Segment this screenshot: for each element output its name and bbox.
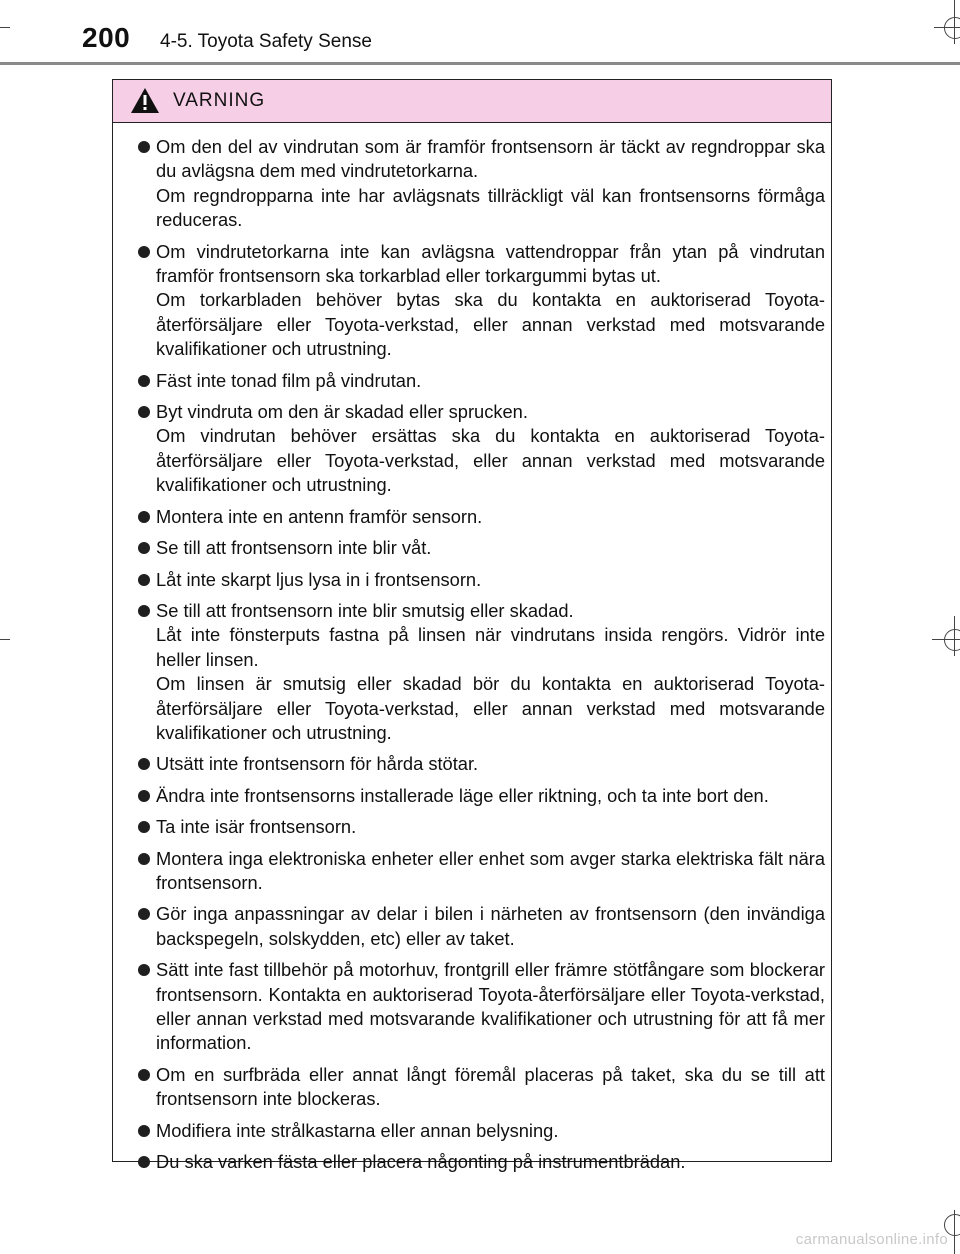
bullet-icon (138, 406, 150, 418)
warning-item (113, 400, 825, 498)
warning-item-text: Om linsen är smutsig eller skadad bör du kontakta en auktoriserad Toyota-återförsäljare eller Toyota-verkstad, eller annan verkstad med motsvarande kvalifikationer och utrustning. (156, 673, 825, 743)
warning-triangle-icon (130, 87, 160, 119)
footer-watermark: carmanualsonline.info (795, 1231, 948, 1248)
bullet-icon (138, 1069, 150, 1081)
bullet-icon (138, 375, 150, 387)
bullet-icon (138, 1156, 150, 1168)
warning-item (113, 369, 825, 393)
warning-label: VARNING (173, 90, 266, 111)
warning-item (113, 847, 825, 896)
bullet-icon (138, 964, 150, 976)
warning-list (113, 123, 831, 1174)
bullet-icon (138, 542, 150, 554)
warning-item (113, 958, 825, 1056)
bullet-icon (138, 246, 150, 258)
header-divider (0, 62, 960, 65)
warning-item-text: Om vindrutan behöver ersättas ska du kontakta en auktoriserad Toyota-återförsäljare eller Toyota-verkstad, eller annan verkstad med motsvarande kvalifikationer och utrustning. (156, 425, 825, 496)
warning-item (113, 240, 825, 362)
warning-item-text: Om en surfbräda eller annat långt föremål placeras på taket, ska du se till att frontsensorn inte blockeras. (156, 1063, 825, 1110)
bullet-icon (138, 141, 150, 153)
warning-item-text: Modifiera inte strålkastarna eller annan belysning. (156, 1119, 559, 1141)
warning-item-text: Ändra inte frontsensorns installerade läge eller riktning, och ta inte bort den. (156, 784, 769, 806)
warning-item (113, 1063, 825, 1112)
warning-item-text: Utsätt inte frontsensorn för hårda stötar. (156, 753, 479, 775)
warning-item-text: Se till att frontsensorn inte blir våt. (156, 537, 432, 559)
warning-item-text: Om vindrutetorkarna inte kan avlägsna vattendroppar från ytan på vindrutan framför frontsensorn ska torkarblad eller torkargummi bytas ut. (156, 240, 825, 287)
crop-mark-left-mid (0, 639, 10, 640)
warning-item-text: Om torkarbladen behöver bytas ska du kontakta en auktoriserad Toyota-återförsäljare eller Toyota-verkstad, eller annan verkstad med motsvarande kvalifikationer och utrustning. (156, 289, 825, 360)
warning-item (113, 784, 825, 808)
bullet-icon (138, 511, 150, 523)
warning-item (113, 536, 825, 560)
bullet-icon (138, 821, 150, 833)
warning-item (113, 752, 825, 776)
crop-mark-left-top (0, 27, 10, 28)
warning-item-text: Om regndropparna inte har avlägsnats tillräckligt väl kan frontsensorns förmåga reduceras. (156, 184, 825, 231)
warning-item-text: Byt vindruta om den är skadad eller sprucken. (156, 401, 528, 423)
page-number: 200 (82, 22, 131, 53)
warning-item-text: Se till att frontsensorn inte blir smutsig eller skadad. (156, 599, 574, 621)
bullet-icon (138, 908, 150, 920)
warning-box (112, 79, 832, 1173)
warning-item (113, 599, 825, 745)
warning-item (113, 505, 825, 529)
warning-item-text: Du ska varken fästa eller placera någonting på instrumentbrädan. (156, 1151, 686, 1173)
warning-header (113, 80, 831, 123)
bullet-icon (138, 605, 150, 617)
warning-item (113, 568, 825, 592)
warning-item-text: Låt inte skarpt ljus lysa in i frontsensorn. (156, 568, 482, 590)
bullet-icon (138, 853, 150, 865)
warning-item-text: Montera inga elektroniska enheter eller enhet som avger starka elektriska fält nära frontsensorn. (156, 847, 825, 893)
warning-item-text: Sätt inte fast tillbehör på motorhuv, frontgrill eller främre stötfångare som blockerar frontsensorn. Kontakta en auktoriserad Toyota-återförsäljare eller Toyota-verkstad, eller annan verkstad med motsvarande kvalifikationer och utrustning för att få mer information. (156, 959, 825, 1054)
warning-item (113, 815, 825, 839)
warning-item-text: Gör inga anpassningar av delar i bilen i närheten av frontsensorn (den invändiga backspegeln, solskydden, etc) eller av taket. (156, 903, 825, 949)
warning-item (113, 902, 825, 951)
warning-item (113, 1119, 825, 1143)
warning-item-text: Ta inte isär frontsensorn. (156, 816, 357, 838)
warning-item (113, 1150, 825, 1174)
bullet-icon (138, 758, 150, 770)
bullet-icon (138, 574, 150, 586)
warning-item-text: Montera inte en antenn framför sensorn. (156, 505, 483, 527)
section-title: 4-5. Toyota Safety Sense (160, 31, 372, 52)
warning-item-text: Fäst inte tonad film på vindrutan. (156, 369, 422, 391)
warning-item-text: Om den del av vindrutan som är framför frontsensorn är täckt av regndroppar ska du avlägsna dem med vindrutetorkarna. (156, 136, 825, 182)
bullet-icon (138, 1125, 150, 1137)
bullet-icon (138, 790, 150, 802)
warning-item-text: Låt inte fönsterputs fastna på linsen när vindrutans insida rengörs. Vidrör inte heller linsen. (156, 624, 825, 670)
warning-item (113, 135, 825, 233)
